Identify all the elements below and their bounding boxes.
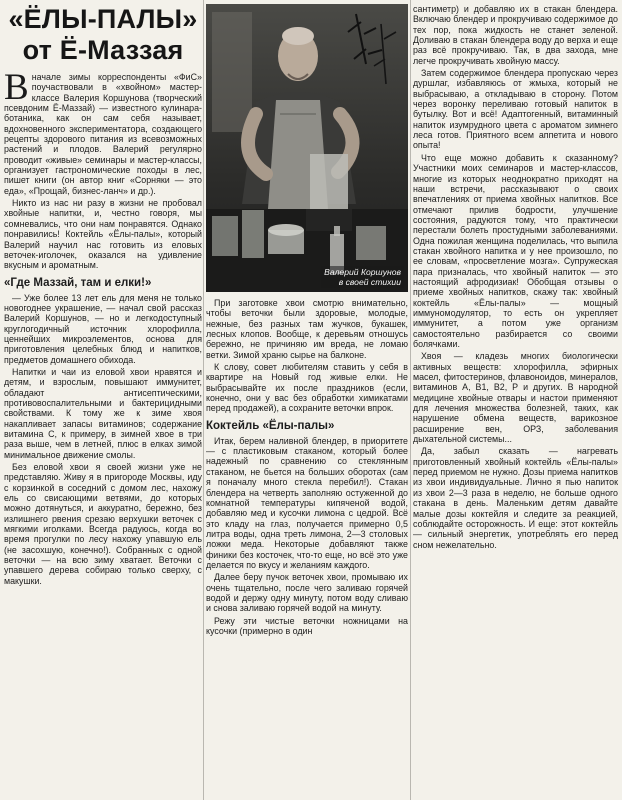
photo-illustration <box>206 4 408 292</box>
photo-caption <box>321 266 404 288</box>
paragraph: Без еловой хвои я своей жизни уже не представляю. Живу я в пригороде Москвы, иду с корзинкой в соседний с домом лес, нахожу ель со свисающими ветвями, до которых можно дотянуться, и аккуратно, бережно, без излишнего рвения срезаю верхушки веточек с мягкими иголками. Всегда радуюсь, когда во время прогулки по лесу нахожу упавшую ель (не засохшую, конечно!). Собранных с одной веточки — на всю зиму хватает. Веточки с упавшего дерева собираю только сверху, с макушки. <box>4 462 202 586</box>
column-left <box>4 4 202 800</box>
paragraph: Да, забыл сказать — нагревать приготовленный хвойный коктейль «Ёлы-палы» перед приемом не нужно. Дозы приема напитков из хвои индивидуальные. Лично я пью напиток из хвои 2—3 раза в неделю, не больше одного стакана в день. Маленьким детям давайте малые дозы коктейля и следите за реакцией, соблюдайте осторожность. И еще: этот коктейль — сильный энергетик, употреблять его перед сном нежелательно. <box>413 446 618 550</box>
title-line-2: от Ё-Маззая <box>22 35 184 65</box>
paragraph: — Уже более 13 лет ель для меня не только новогоднее украшение, — начал свой рассказ Валерий Коршунов, — но и легкодоступный круглогодичный источник хлорофилла, ценнейших микроэлементов, основа для приготовления целебных блюд и напитков, предметов домашнего обихода. <box>4 292 202 365</box>
paragraph: Итак, берем наливной блендер, в приоритете — с пластиковым стаканом, который более надежный по сравнению со стеклянным стаканом, не бьется на больших оборотах (сам я поначалу много стекла перебил!). Стакан блендера на четверть заполняю остуженной до комнатной температуры кипяченой водой, добавляю мед и кусочки лимона с цедрой. Всё это кладу на глаз, получается примерно 0,5 литра воды, одна треть лимона, 2—3 столовых ложки меда. Некоторые добавляют также финики без косточек, что-то еще, но всё это уже делается по вкусу и желаниям каждого. <box>206 435 408 570</box>
intro-paragraph <box>4 67 202 196</box>
caption-place: в своей стихии <box>338 277 401 287</box>
paragraph: Напитки и чаи из еловой хвои нравятся и детям, и взрослым, повышают иммунитет, обладают антисептическими, противовоспалительными и бактерицидными свойствами. К тому же к зиме хвоя накапливает запасы витаминов; содержание витамина С, к примеру, в зимней хвое в три раза выше, чем в летней, плюс в елках зимой минимальное движение смолы. <box>4 366 202 460</box>
paragraph: сантиметр) и добавляю их в стакан блендера. Включаю блендер и прокручиваю содержимое до тех пор, пока жидкость не станет зеленой. Доливаю в стакан блендера воду до верха и еще раз всё прокручиваю. Так, в два захода, мне легче прокручивать хвойную массу. <box>413 4 618 66</box>
caption-name: Валерий Коршунов <box>324 267 401 277</box>
article-photo <box>206 4 408 292</box>
title-line-1: «ЁЛЫ-ПАЛЫ» <box>8 4 198 34</box>
drop-cap: В <box>4 67 29 108</box>
paragraph: Режу эти чистые веточки ножницами на кусочки (примерно в один <box>206 615 408 636</box>
paragraph: Затем содержимое блендера пропускаю через дуршлаг, избавляюсь от жмыха, который не выбрасываю, а откладываю в сторону. Потом через воронку переливаю готовый напиток в бутылку. Вот и всё! Адаптогенный, витаминный напиток изумрудного цвета с ароматом зимнего леса готов. Приятного всем аппетита и нового опыта! <box>413 68 618 151</box>
column-rule <box>203 0 204 800</box>
column-middle <box>206 298 408 800</box>
column-rule <box>410 0 411 800</box>
section-heading: Коктейль «Ёлы-палы» <box>206 419 335 432</box>
column-right <box>413 4 618 800</box>
intro-text: начале зимы корреспонденты «ФиС» поучаствовали в «хвойном» мастер-классе Валерия Коршунова (творческий псевдоним Ё-Маззай) — известного кулинара-ботаника, как он сам себя называет, вдохновенного экспериментатора, создающего рецепты здорового питания из всевозможных растений и плодов. Валерий регулярно проводит «живые» семинары и мастер-классы, организует гастрономические походы в лес, пишет книги (он автор книг «Сорняки — это еда», «Прощай, бизнес-ланч» и др.). <box>4 72 202 196</box>
section-heading: «Где Маззай, там и елки!» <box>4 276 152 289</box>
article-title <box>4 4 202 66</box>
paragraph: К слову, совет любителям ставить у себя в квартире на Новый год живые елки. Не выбрасывайте их после праздников (если, конечно, они у вас без обработки химикатами перед продажей), а сохраните веточки впрок. <box>206 362 408 414</box>
paragraph: Хвоя — кладезь многих биологически активных веществ: хлорофилла, эфирных масел, фитостеринов, флавоноидов, минералов, витаминов А, В1, В2, Р и других. В народной медицине хвойные отвары и настои применяют для лечения множества болезней, таких, как нарушение обмена веществ, варикозное расширение вен, ОРЗ, заболевания дыхательной системы... <box>413 351 618 445</box>
paragraph: Далее беру пучок веточек хвои, промываю их очень тщательно, после чего заливаю горячей водой и держу одну минуту, потом воду сливаю и снова заливаю горячей водой на минуту. <box>206 572 408 614</box>
paragraph: Что еще можно добавить к сказанному? Участники моих семинаров и мастер-классов, многие из которых неоднократно приходят на наши встречи, рассказывают о своих впечатлениях от приема хвойных напитков. Все отмечают прилив бодрости, улучшение состояния, радуются тому, что практически перестали болеть простудными заболеваниями. Одна пожилая женщина поделилась, что выпила стакан хвойного напитка и у нее произошло, по ее словам, «просветление мозга». Супружеская пара призналась, что хвойный напиток — это настоящий афродизиак! Обобщая отзывы о приеме хвойных напитков, скажу так: хвойный коктейль «Ёлы-палы» — мощный иммуномодулятор, то есть он укрепляет иммунитет, а потом уже организм самостоятельно разбирается со своими болячками. <box>413 152 618 349</box>
paragraph: При заготовке хвои смотрю внимательно, чтобы веточки были здоровые, молодые, нежные, без разных там жучков, букашек, лесных клопов. Вообще, к деревьям отношусь бережно, не причиняю им вреда, не ломаю ветки. Зимой храню сырье на балконе. <box>206 298 408 360</box>
intro-paragraph-2: Никто из нас ни разу в жизни не пробовал хвойные напитки, и, честно говоря, мы сомневались, что они нам понравятся. Однако понравились! Коктейль «Ёлы-палы», который Валерий научил нас готовить из еловых веточек-иголочек, оказался на удивление вкусным и ароматным. <box>4 198 202 271</box>
